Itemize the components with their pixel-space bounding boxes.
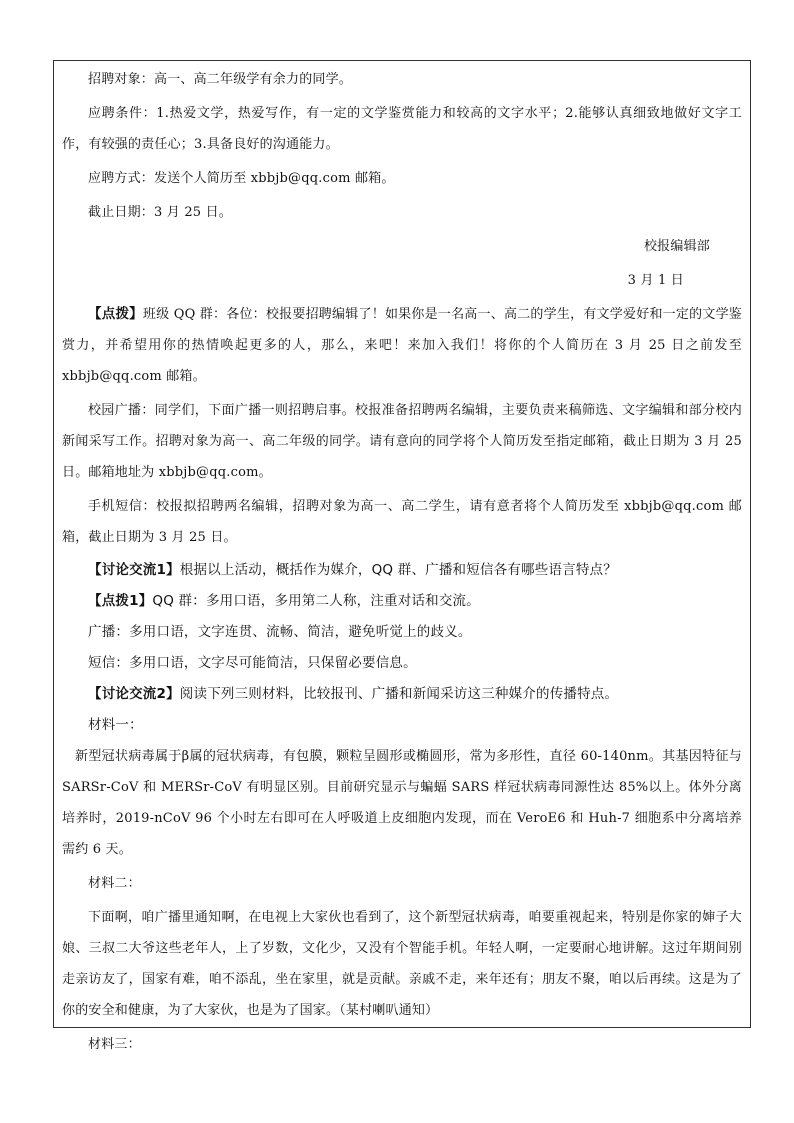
qq-group-text: 班级 QQ 群：各位：校报要招聘编辑了！如果你是一名高一、高二的学生，有文学爱好和一定的文学鉴赏力，并希望用你的热情唤起更多的人，那么，来吧！来加入我们！将你的个人简历在 3 月 25 日之前发至 xbbjb@qq.com 邮箱。 <box>62 307 742 384</box>
recruit-method: 应聘方式：发送个人简历至 xbbjb@qq.com 邮箱。 <box>88 171 395 186</box>
discussion-2-label: 【讨论交流2】 <box>88 686 180 702</box>
signature-date: 3 月 1 日 <box>627 273 684 288</box>
discussion-1 <box>62 555 742 586</box>
tip-label: 【点拨】 <box>88 306 143 322</box>
qq-group-message <box>62 299 742 392</box>
material-1-title: 材料一： <box>88 717 143 733</box>
discussion-1-label: 【讨论交流1】 <box>88 562 180 578</box>
signature-org: 校报编辑部 <box>643 239 710 254</box>
sms-feature: 短信：多用口语，文字尽可能简洁，只保留必要信息。 <box>88 655 417 671</box>
sms-message: 手机短信：校报拟招聘两名编辑，招聘对象为高一、高二学生，请有意者将个人简历发至 xbbjb@qq.com 邮箱，截止日期为 3 月 25 日。 <box>62 499 742 545</box>
discussion-2 <box>62 679 742 710</box>
tip-1 <box>62 586 742 617</box>
material-1-text: 新型冠状病毒属于β属的冠状病毒，有包膜，颗粒呈圆形或椭圆形，常为多形性，直径 60-140nm。其基因特征与 SARSr-CoV 和 MERSr-CoV 有明显区别。目前研究显示与蝙蝠 SARS 样冠状病毒同源性达 85%以上。体外分离培养时，2019-nCoV 96 个小时左右即可在人呼吸道上皮细胞内发现，而在 VeroE6 和 Huh-7 细胞系中分离培养需约 6 天。 <box>62 749 742 857</box>
material-2-title: 材料二： <box>88 876 141 891</box>
tip-1-text: QQ 群：多用口语，多用第二人称，注重对话和交流。 <box>152 593 480 609</box>
discussion-2-text: 阅读下列三则材料，比较报刊、广播和新闻采访这三种媒介的传播特点。 <box>179 686 619 702</box>
recruit-target: 招聘对象：高一、高二年级学有余力的同学。 <box>88 72 353 87</box>
recruit-deadline: 截止日期：3 月 25 日。 <box>88 205 233 220</box>
recruit-conditions: 应聘条件：1.热爱文学，热爱写作，有一定的文学鉴赏能力和较高的文字水平；2.能够认真细致地做好文字工作，有较强的责任心；3.具备良好的沟通能力。 <box>62 106 742 152</box>
campus-broadcast: 校园广播：同学们，下面广播一则招聘启事。校报准备招聘两名编辑，主要负责来稿筛选、文字编辑和部分校内新闻采写工作。招聘对象为高一、高二年级的同学。请有意向的同学将个人简历发至指定邮箱，截止日期为 3 月 25 日。邮箱地址为 xbbjb@qq.com。 <box>62 403 742 480</box>
broadcast-feature: 广播：多用口语，文字连贯、流畅、简洁，避免听觉上的歧义。 <box>88 624 472 640</box>
discussion-1-text: 根据以上活动，概括作为媒介，QQ 群、广播和短信各有哪些语言特点？ <box>179 562 617 578</box>
document-body <box>62 64 742 1060</box>
material-2-text: 下面啊，咱广播里通知啊，在电视上大家伙也看到了，这个新型冠状病毒，咱要重视起来，特别是你家的婶子大娘、三叔二大爷这些老年人，上了岁数，文化少，又没有个智能手机。年轻人啊，一定要耐心地讲解。这过年期间别走亲访友了，国家有难，咱不添乱，坐在家里，就是贡献。亲戚不走，来年还有；朋友不聚，咱以后再续。这是为了你的安全和健康，为了大家伙，也是为了国家。（某村喇叭通知） <box>62 910 742 1018</box>
tip-1-label: 【点拨1】 <box>88 593 153 609</box>
material-3-title: 材料三： <box>88 1037 141 1052</box>
